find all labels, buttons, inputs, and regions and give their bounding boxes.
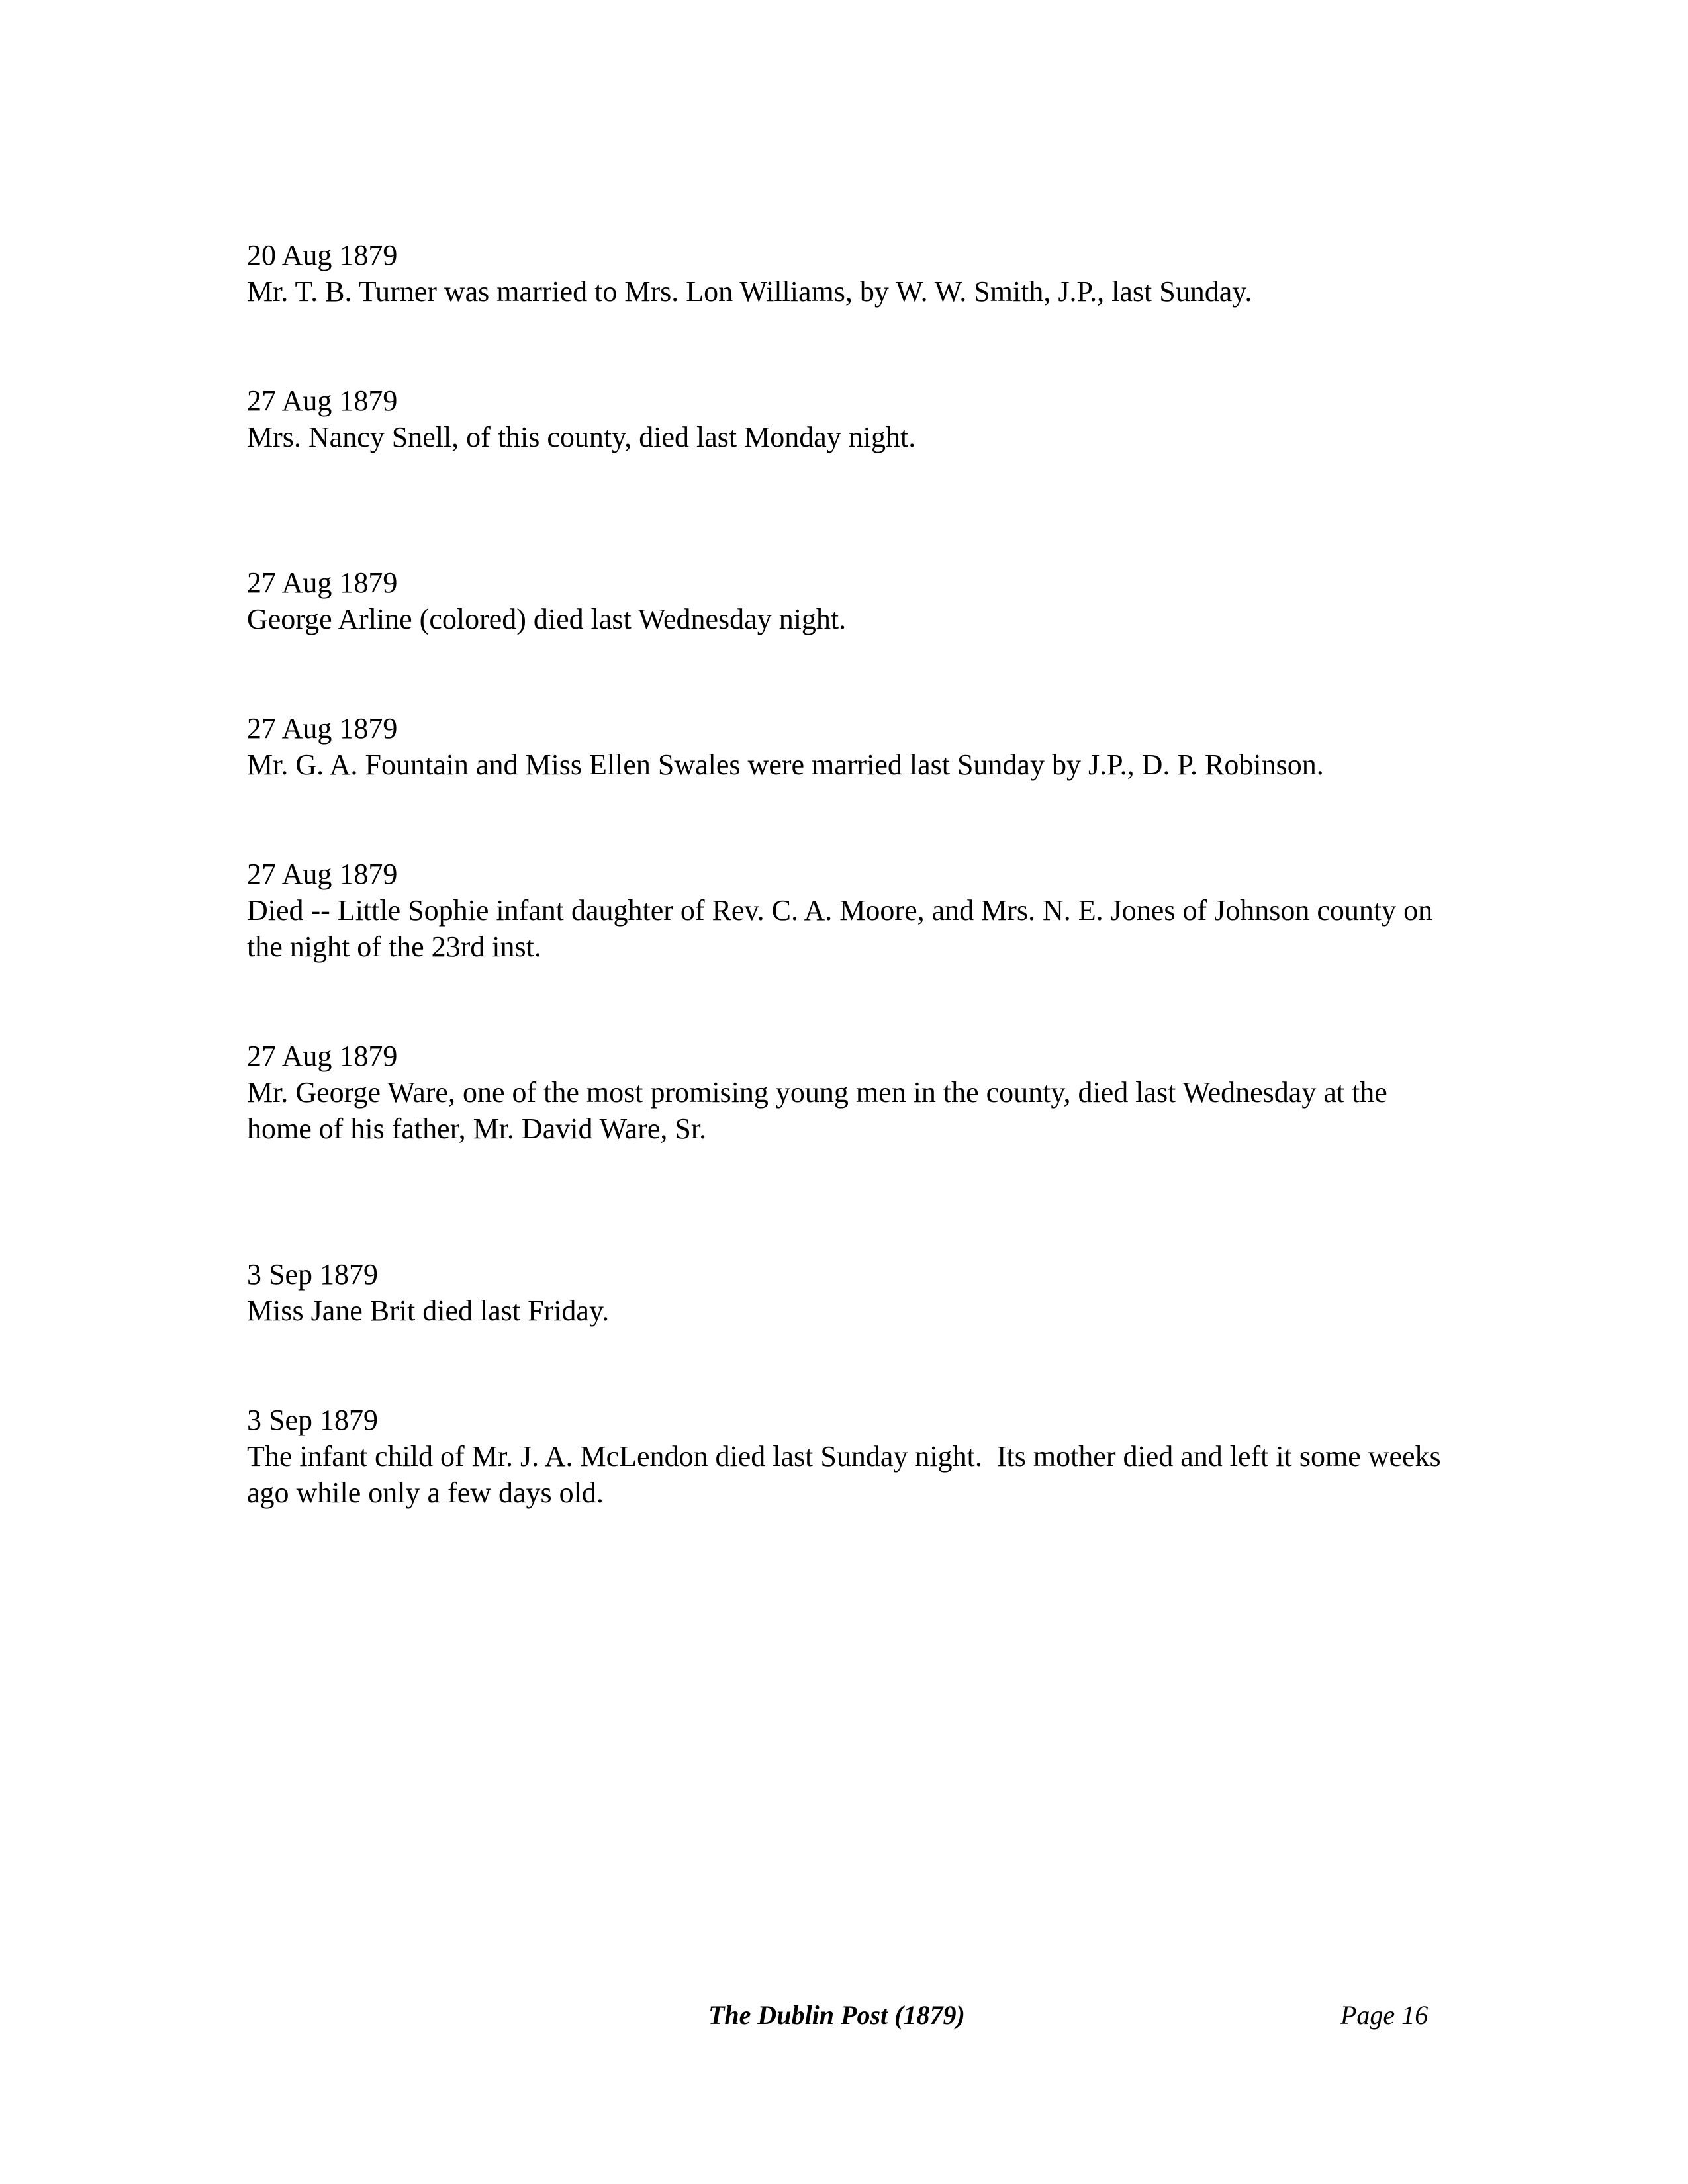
entry-date: 3 Sep 1879 bbox=[247, 1404, 378, 1436]
entry-text: George Arline (colored) died last Wednesday night. bbox=[247, 603, 847, 635]
entry-date: 27 Aug 1879 bbox=[247, 712, 398, 745]
entry bbox=[247, 237, 1452, 310]
entry-date: 27 Aug 1879 bbox=[247, 567, 398, 599]
entry-date: 27 Aug 1879 bbox=[247, 1040, 398, 1072]
entry-date: 20 Aug 1879 bbox=[247, 239, 398, 271]
entry bbox=[247, 565, 1452, 637]
entry bbox=[247, 1402, 1452, 1511]
entry-text: Mr. T. B. Turner was married to Mrs. Lon Williams, by W. W. Smith, J.P., last Sunday. bbox=[247, 275, 1252, 308]
entry-date: 27 Aug 1879 bbox=[247, 858, 398, 890]
entry-text: Died -- Little Sophie infant daughter of Rev. C. A. Moore, and Mrs. N. E. Jones of Johnson county on the night of the 23rd inst. bbox=[247, 894, 1440, 963]
entry-text: Mrs. Nancy Snell, of this county, died last Monday night. bbox=[247, 421, 916, 453]
entry bbox=[247, 856, 1452, 965]
entry bbox=[247, 383, 1452, 455]
entry-text: The infant child of Mr. J. A. McLendon died last Sunday night. Its mother died and left it some weeks ago while only a few days old. bbox=[247, 1440, 1448, 1509]
entry bbox=[247, 1038, 1452, 1147]
entry-text: Mr. G. A. Fountain and Miss Ellen Swales were married last Sunday by J.P., D. P. Robinson. bbox=[247, 749, 1324, 781]
entry bbox=[247, 1256, 1452, 1329]
entry-date: 3 Sep 1879 bbox=[247, 1258, 378, 1291]
entry-text: Mr. George Ware, one of the most promising young men in the county, died last Wednesday at the home of his father, Mr. David Ware, Sr. bbox=[247, 1076, 1395, 1145]
entry bbox=[247, 710, 1452, 783]
entry-date: 27 Aug 1879 bbox=[247, 385, 398, 417]
footer-publication-title: The Dublin Post (1879) bbox=[708, 2000, 965, 2030]
footer-page-number: Page 16 bbox=[1340, 2000, 1429, 2030]
entry-text: Miss Jane Brit died last Friday. bbox=[247, 1295, 610, 1327]
